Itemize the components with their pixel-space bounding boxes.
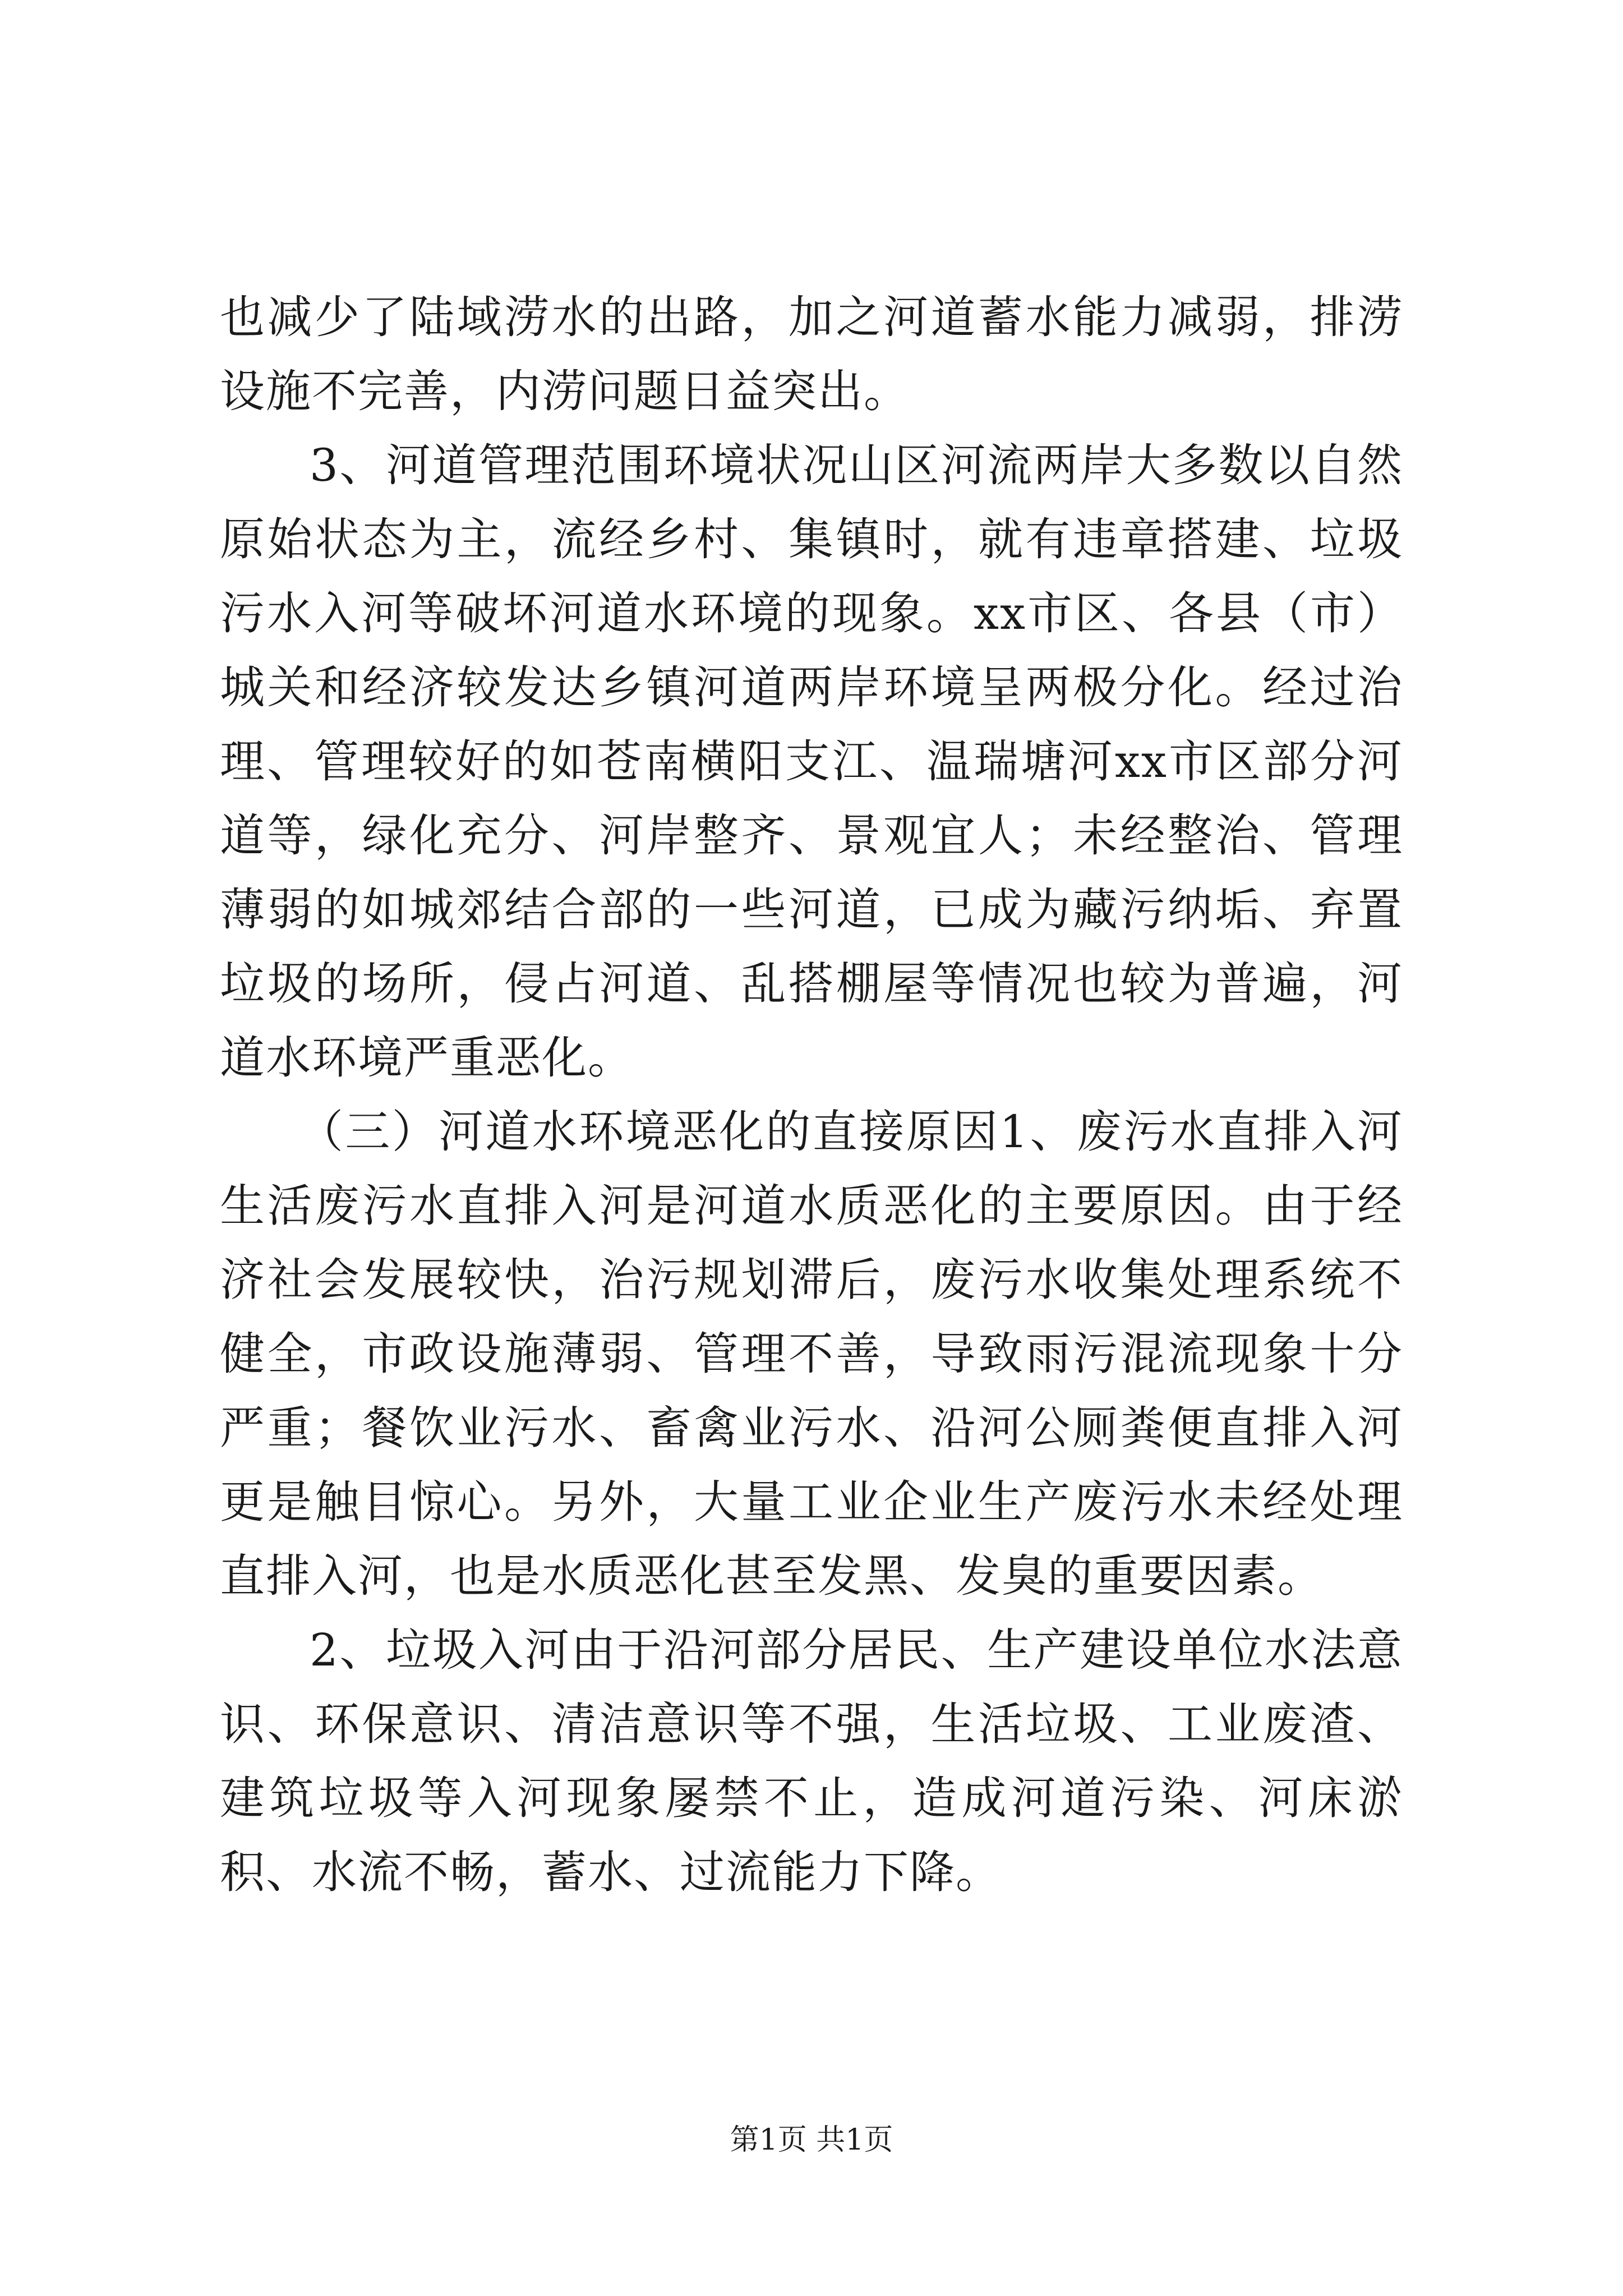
paragraph-garbage-into-river: 2、垃圾入河由于沿河部分居民、生产建设单位水法意识、环保意识、清洁意识等不强，生活垃圾、工业废渣、建筑垃圾等入河现象屡禁不止，造成河道污染、河床淤积、水流不畅，蓄水、过流能力下降。 — [220, 1624, 1403, 1898]
paragraph-continuation: 也减少了陆域涝水的出路，加之河道蓄水能力减弱，排涝设施不完善，内涝问题日益突出。 — [220, 291, 1403, 417]
document-body — [220, 280, 1403, 1910]
paragraph-direct-causes: （三）河道水环境恶化的直接原因1、废污水直排入河生活废污水直排入河是河道水质恶化的主要原因。由于经济社会发展较快，治污规划滞后，废污水收集处理系统不健全，市政设施薄弱、管理不善，导致雨污混流现象十分严重；餐饮业污水、畜禽业污水、沿河公厕粪便直排入河更是触目惊心。另外，大量工业企业生产废污水未经处理直排入河，也是水质恶化甚至发黑、发臭的重要因素。 — [220, 1106, 1403, 1602]
page-footer: 第1页 共1页 — [730, 2123, 893, 2157]
paragraph-river-management-environment: 3、河道管理范围环境状况山区河流两岸大多数以自然原始状态为主，流经乡村、集镇时，就有违章搭建、垃圾污水入河等破坏河道水环境的现象。xx市区、各县（市）城关和经济较发达乡镇河道两岸环境呈两极分化。经过治理、管理较好的如苍南横阳支江、温瑞塘河xx市区部分河道等，绿化充分、河岸整齐、景观宜人；未经整治、管理薄弱的如城郊结合部的一些河道，已成为藏污纳垢、弃置垃圾的场所，侵占河道、乱搭棚屋等情况也较为普遍，河道水环境严重恶化。 — [220, 439, 1403, 1084]
